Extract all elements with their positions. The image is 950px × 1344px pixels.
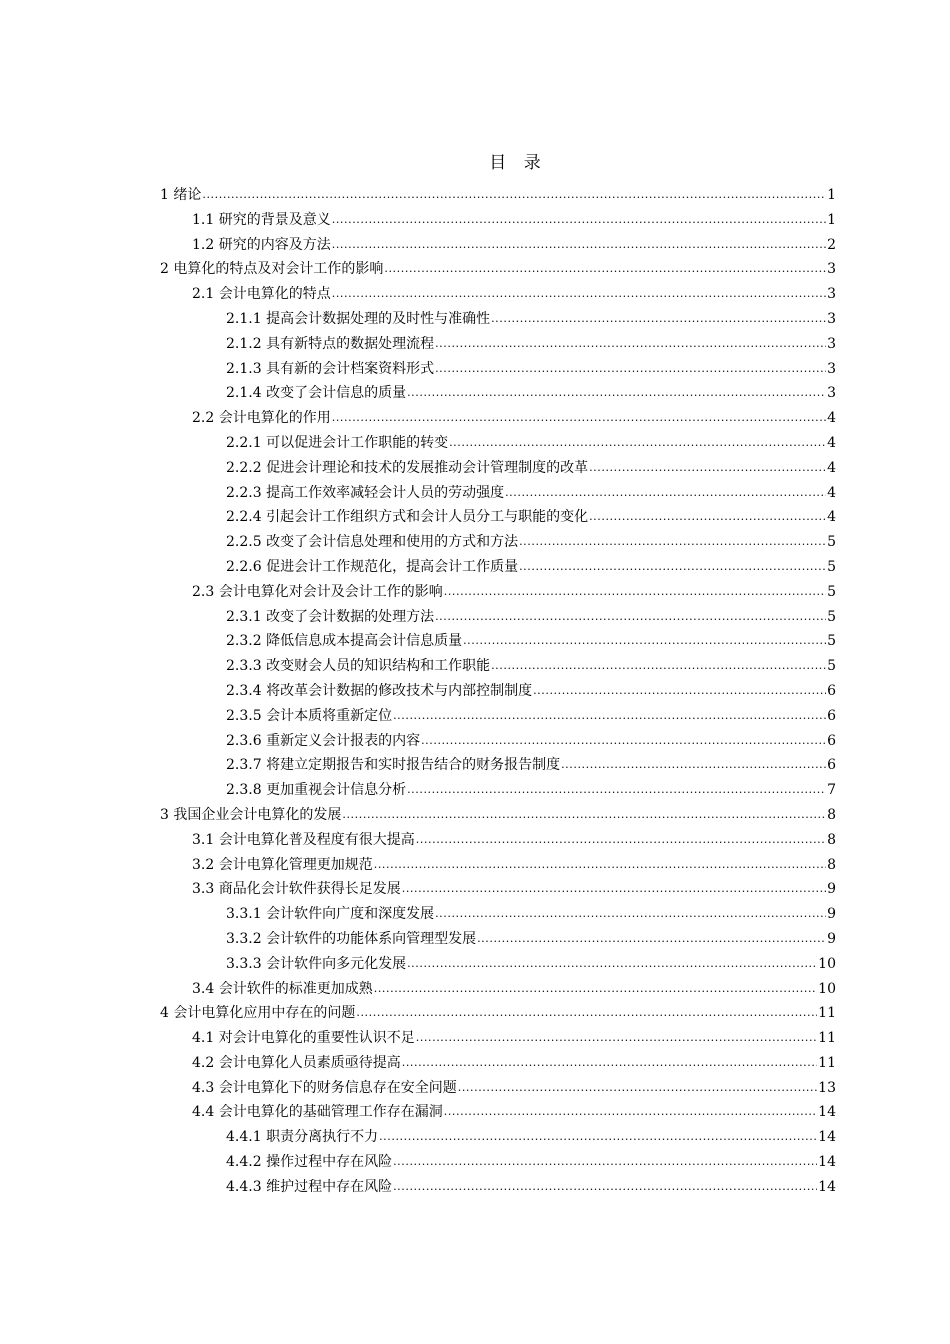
toc-leader-dots (202, 182, 826, 208)
toc-entry-page-number: 9 (827, 906, 836, 923)
toc-entry-page-number: 5 (827, 558, 836, 575)
toc-entry-title: 2.3.6 重新定义会计报表的内容 (226, 732, 421, 749)
toc-entry-title: 2.3.3 改变财会人员的知识结构和工作职能 (226, 658, 491, 675)
toc-entry[interactable] (160, 679, 836, 704)
toc-leader-dots (463, 628, 826, 654)
toc-entry-title: 2.3.8 更加重视会计信息分析 (226, 782, 407, 799)
toc-entry[interactable] (160, 629, 836, 654)
toc-entry-page-number: 8 (827, 856, 836, 873)
toc-entry-page-number: 3 (827, 335, 836, 352)
toc-entry[interactable] (160, 803, 836, 828)
toc-leader-dots (342, 802, 826, 828)
toc-entry-page-number: 3 (827, 360, 836, 377)
toc-entry[interactable] (160, 456, 836, 481)
toc-entry-title: 2.3.4 将改革会计数据的修改技术与内部控制制度 (226, 682, 533, 699)
toc-entry[interactable] (160, 877, 836, 902)
toc-entry-page-number: 11 (818, 1030, 836, 1047)
toc-entry[interactable] (160, 530, 836, 555)
toc-entry[interactable] (160, 1150, 836, 1175)
toc-entry-page-number: 14 (818, 1129, 836, 1146)
toc-leader-dots (435, 331, 826, 357)
toc-entry-title: 1 绪论 (160, 187, 202, 203)
toc-leader-dots (416, 1025, 817, 1051)
toc-leader-dots (393, 703, 826, 729)
toc-leader-dots (407, 951, 817, 977)
toc-entry-title: 2.2.6 促进会计工作规范化，提高会计工作质量 (226, 558, 519, 575)
toc-entry[interactable] (160, 332, 836, 357)
toc-entry[interactable] (160, 505, 836, 530)
toc-entry-title: 3.3 商品化会计软件获得长足发展 (192, 881, 401, 898)
toc-entry-page-number: 6 (827, 707, 836, 724)
toc-entry-title: 3 我国企业会计电算化的发展 (160, 806, 342, 823)
toc-entry-title: 2.1.1 提高会计数据处理的及时性与准确性 (226, 310, 491, 327)
toc-entry-title: 4.4 会计电算化的基础管理工作存在漏洞 (192, 1104, 443, 1121)
toc-entry-title: 2.3.7 将建立定期报告和实时报告结合的财务报告制度 (226, 757, 561, 774)
toc-leader-dots (519, 529, 826, 555)
toc-entry-title: 3.3.1 会计软件向广度和深度发展 (226, 906, 435, 923)
toc-leader-dots (421, 728, 826, 754)
toc-entry[interactable] (160, 282, 836, 307)
toc-entry-page-number: 8 (827, 831, 836, 848)
toc-entry-title: 2.2.5 改变了会计信息处理和使用的方式和方法 (226, 534, 519, 551)
toc-entry-page-number: 6 (827, 757, 836, 774)
toc-entry-page-number: 3 (827, 385, 836, 402)
toc-entry-title: 3.3.2 会计软件的功能体系向管理型发展 (226, 930, 477, 947)
toc-leader-dots (435, 901, 826, 927)
toc-entry-page-number: 5 (827, 658, 836, 675)
toc-entry-page-number: 7 (827, 782, 836, 799)
toc-entry[interactable] (160, 1051, 836, 1076)
toc-entry[interactable] (160, 307, 836, 332)
toc-leader-dots (402, 1050, 817, 1076)
toc-leader-dots (407, 380, 826, 406)
toc-leader-dots (332, 281, 826, 307)
toc-entry-page-number: 10 (818, 955, 836, 972)
toc-entry-title: 1.1 研究的背景及意义 (192, 211, 331, 228)
toc-entry-title: 3.3.3 会计软件向多元化发展 (226, 955, 407, 972)
toc-entry[interactable] (160, 357, 836, 382)
toc-leader-dots (444, 1099, 817, 1125)
toc-entry-page-number: 6 (827, 682, 836, 699)
toc-leader-dots (589, 455, 826, 481)
toc-leader-dots (533, 678, 826, 704)
toc-leader-dots (379, 1124, 817, 1150)
toc-leader-dots (505, 480, 826, 506)
toc-entry[interactable] (160, 902, 836, 927)
toc-entry-title: 2.2 会计电算化的作用 (192, 410, 331, 427)
toc-leader-dots (435, 356, 826, 382)
toc-entry-page-number: 10 (818, 980, 836, 997)
toc-leader-dots (561, 752, 826, 778)
toc-entry-title: 2.2.2 促进会计理论和技术的发展推动会计管理制度的改革 (226, 459, 589, 476)
toc-entry[interactable] (160, 704, 836, 729)
toc-leader-dots (491, 306, 826, 332)
toc-entry-page-number: 5 (827, 583, 836, 600)
toc-entry[interactable] (160, 753, 836, 778)
toc-title: 目 录 (489, 153, 547, 173)
toc-entry-title: 3.4 会计软件的标准更加成熟 (192, 980, 373, 997)
toc-leader-dots (407, 777, 826, 803)
toc-entry[interactable] (160, 183, 836, 208)
toc-entry-title: 2.3.2 降低信息成本提高会计信息质量 (226, 633, 463, 650)
toc-entry[interactable] (160, 729, 836, 754)
toc-entry-page-number: 5 (827, 534, 836, 551)
toc-entry[interactable] (160, 828, 836, 853)
toc-entry-page-number: 4 (827, 410, 836, 427)
toc-entry-title: 4 会计电算化应用中存在的问题 (160, 1005, 356, 1022)
toc-entry[interactable] (160, 481, 836, 506)
toc-leader-dots (589, 504, 826, 530)
toc-entry-page-number: 5 (827, 608, 836, 625)
toc-entry[interactable] (160, 853, 836, 878)
toc-entry-page-number: 14 (818, 1178, 836, 1195)
toc-entry[interactable] (160, 1100, 836, 1125)
toc-entry[interactable] (160, 1125, 836, 1150)
toc-entry-title: 2.2.4 引起会计工作组织方式和会计人员分工与职能的变化 (226, 509, 589, 526)
toc-entry-page-number: 5 (827, 633, 836, 650)
toc-entry[interactable] (160, 1175, 836, 1200)
toc-entry-title: 2.1.3 具有新的会计档案资料形式 (226, 360, 435, 377)
toc-entry-page-number: 11 (818, 1005, 836, 1022)
toc-leader-dots (393, 1174, 817, 1200)
toc-entry[interactable] (160, 977, 836, 1002)
toc-leader-dots (332, 232, 826, 258)
toc-entry-title: 2.1 会计电算化的特点 (192, 286, 331, 303)
toc-entry[interactable] (160, 778, 836, 803)
toc-entry-page-number: 13 (818, 1079, 836, 1096)
toc-entry-page-number: 14 (818, 1104, 836, 1121)
toc-entry-title: 4.4.3 维护过程中存在风险 (226, 1178, 393, 1195)
toc-entry-page-number: 1 (827, 211, 836, 228)
toc-list (160, 183, 836, 1200)
toc-entry[interactable] (160, 605, 836, 630)
toc-entry-title: 3.1 会计电算化普及程度有很大提高 (192, 831, 415, 848)
toc-entry-title: 4.1 对会计电算化的重要性认识不足 (192, 1030, 415, 1047)
toc-entry[interactable] (160, 381, 836, 406)
toc-leader-dots (416, 827, 826, 853)
toc-entry[interactable] (160, 580, 836, 605)
toc-entry-page-number: 3 (827, 261, 836, 278)
toc-entry-title: 2.1.2 具有新特点的数据处理流程 (226, 335, 435, 352)
toc-entry-title: 2.3.1 改变了会计数据的处理方法 (226, 608, 435, 625)
toc-leader-dots (393, 1149, 817, 1175)
toc-entry-title: 2.3 会计电算化对会计及会计工作的影响 (192, 583, 443, 600)
toc-leader-dots (449, 430, 826, 456)
toc-entry[interactable] (160, 406, 836, 431)
toc-entry[interactable] (160, 927, 836, 952)
toc-leader-dots (356, 1000, 817, 1026)
toc-entry-page-number: 14 (818, 1154, 836, 1171)
toc-entry-title: 4.2 会计电算化人员素质亟待提高 (192, 1054, 401, 1071)
toc-entry[interactable] (160, 1026, 836, 1051)
toc-entry-page-number: 11 (818, 1054, 836, 1071)
toc-entry[interactable] (160, 257, 836, 282)
toc-entry-title: 2.1.4 改变了会计信息的质量 (226, 385, 407, 402)
toc-entry[interactable] (160, 1076, 836, 1101)
toc-entry[interactable] (160, 1001, 836, 1026)
toc-entry[interactable] (160, 208, 836, 233)
toc-entry-page-number: 4 (827, 484, 836, 501)
toc-entry-title: 4.4.1 职责分离执行不力 (226, 1129, 379, 1146)
toc-leader-dots (435, 604, 826, 630)
toc-entry-page-number: 2 (827, 236, 836, 253)
toc-entry-title: 1.2 研究的内容及方法 (192, 236, 331, 253)
toc-entry-page-number: 4 (827, 459, 836, 476)
toc-entry-title: 2.2.1 可以促进会计工作职能的转变 (226, 434, 449, 451)
toc-leader-dots (374, 852, 826, 878)
toc-entry-title: 4.3 会计电算化下的财务信息存在安全问题 (192, 1079, 457, 1096)
toc-entry[interactable] (160, 233, 836, 258)
toc-entry-title: 4.4.2 操作过程中存在风险 (226, 1154, 393, 1171)
toc-entry-page-number: 4 (827, 509, 836, 526)
toc-entry-page-number: 1 (827, 187, 836, 203)
toc-entry[interactable] (160, 952, 836, 977)
toc-leader-dots (491, 653, 826, 679)
toc-entry[interactable] (160, 654, 836, 679)
toc-leader-dots (477, 926, 826, 952)
toc-leader-dots (402, 876, 826, 902)
toc-entry[interactable] (160, 555, 836, 580)
toc-leader-dots (374, 976, 817, 1002)
toc-entry-title: 3.2 会计电算化管理更加规范 (192, 856, 373, 873)
toc-leader-dots (444, 579, 826, 605)
toc-entry-title: 2 电算化的特点及对会计工作的影响 (160, 261, 384, 278)
toc-leader-dots (384, 256, 826, 282)
toc-entry-page-number: 9 (827, 881, 836, 898)
toc-leader-dots (458, 1075, 817, 1101)
toc-leader-dots (519, 554, 826, 580)
toc-entry-page-number: 3 (827, 286, 836, 303)
toc-entry-page-number: 9 (827, 930, 836, 947)
toc-entry-page-number: 4 (827, 434, 836, 451)
toc-entry-title: 2.2.3 提高工作效率减轻会计人员的劳动强度 (226, 484, 505, 501)
toc-leader-dots (332, 207, 826, 233)
toc-entry-page-number: 8 (827, 806, 836, 823)
toc-entry-title: 2.3.5 会计本质将重新定位 (226, 707, 393, 724)
toc-entry-page-number: 3 (827, 310, 836, 327)
toc-entry-page-number: 6 (827, 732, 836, 749)
toc-entry[interactable] (160, 431, 836, 456)
toc-leader-dots (332, 405, 826, 431)
